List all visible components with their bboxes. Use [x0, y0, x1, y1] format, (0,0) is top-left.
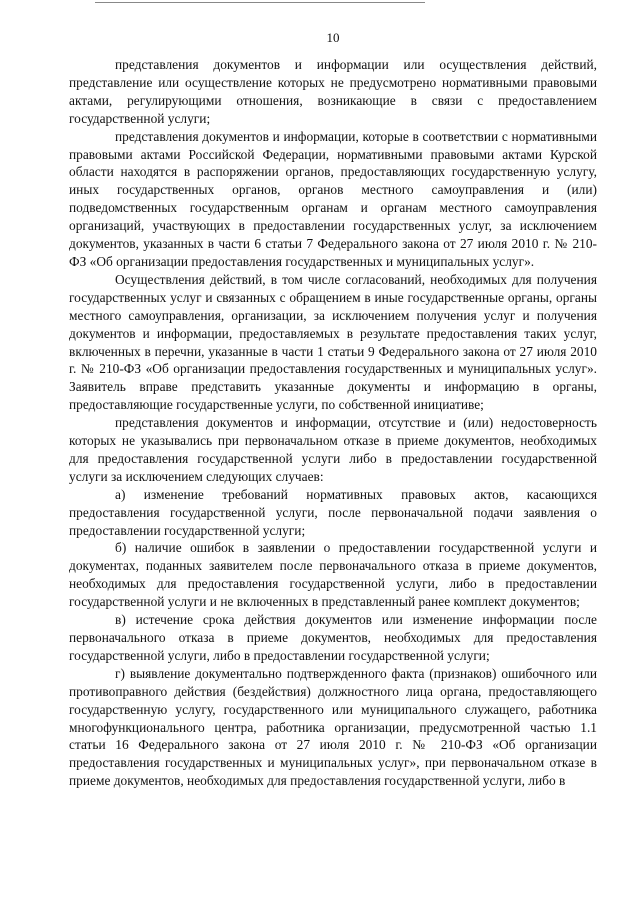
paragraph: Осуществления действий, в том числе согласований, необходимых для получения государственных услуг и связанных с обращением в иные государственные органы, органы местного самоуправления, организации, за исключением получения услуг и получения документов и информации, предоставляемых в результате предоставления таких услуг, включенных в перечни, указанные в части 1 статьи 9 Федерального закона от 27 июля 2010 г. № 210-ФЗ «Об организации предоставления государственных и муниципальных услуг». Заявитель вправе представить указанные документы и информацию в органы, предоставляющие государственные услуги, по собственной инициативе;	[69, 271, 597, 413]
paragraph: б) наличие ошибок в заявлении о предоставлении государственной услуги и документах, поданных заявителем после первоначального отказа в приеме документов, необходимых для предоставления государственной услуги, либо в предоставлении государственной услуги и не включенных в представленный ранее комплект документов;	[69, 540, 597, 610]
paragraph: представления документов и информации или осуществления действий, представление или осуществление которых не предусмотрено нормативными правовыми актами, регулирующими отношения, возникающие в связи с предоставлением государственной услуги;	[69, 57, 597, 126]
top-rule	[95, 2, 425, 3]
document-body	[69, 56, 597, 790]
paragraph: а) изменение требований нормативных правовых актов, касающихся предоставления государственной услуги, после первоначальной подачи заявления о предоставлении государственной услуги;	[69, 486, 597, 538]
page-number: 10	[326, 30, 340, 45]
paragraph: представления документов и информации, отсутствие и (или) недостоверность которых не указывались при первоначальном отказе в приеме документов, необходимых для предоставления государственной услуги либо в предоставлении государственной услуги за исключением следующих случаев:	[69, 415, 597, 484]
paragraph: представления документов и информации, которые в соответствии с нормативными правовыми актами Российской Федерации, нормативными правовыми актами Курской области находятся в распоряжении органов, предоставляющих государственную услугу, иных государственных органов, органов местного самоуправления и (или) подведомственных государственным органам и органам местного самоуправления организаций, участвующих в предоставлении государственных услуг, за исключением документов, указанных в части 6 статьи 7 Федерального закона от 27 июля 2010 г. № 210-ФЗ «Об организации предоставления государственных и муниципальных услуг».	[69, 128, 597, 269]
paragraph: в) истечение срока действия документов или изменение информации после первоначального отказа в приеме документов, необходимых для предоставления государственной услуги, либо в предоставлении государственной услуги;	[69, 612, 597, 663]
paragraph: г) выявление документально подтвержденного факта (признаков) ошибочного или противоправного действия (бездействия) должностного лица органа, предоставляющего государственную услугу, государственного или муниципального служащего, работника многофункционального центра, работника организации, предусмотренной частью 1.1 статьи 16 Федерального закона от 27 июля 2010 г. № 210-ФЗ «Об организации предоставления государственных и муниципальных услуг», при первоначальном отказе в приеме документов, необходимых для предоставления государственной услуги, либо в	[69, 665, 597, 789]
